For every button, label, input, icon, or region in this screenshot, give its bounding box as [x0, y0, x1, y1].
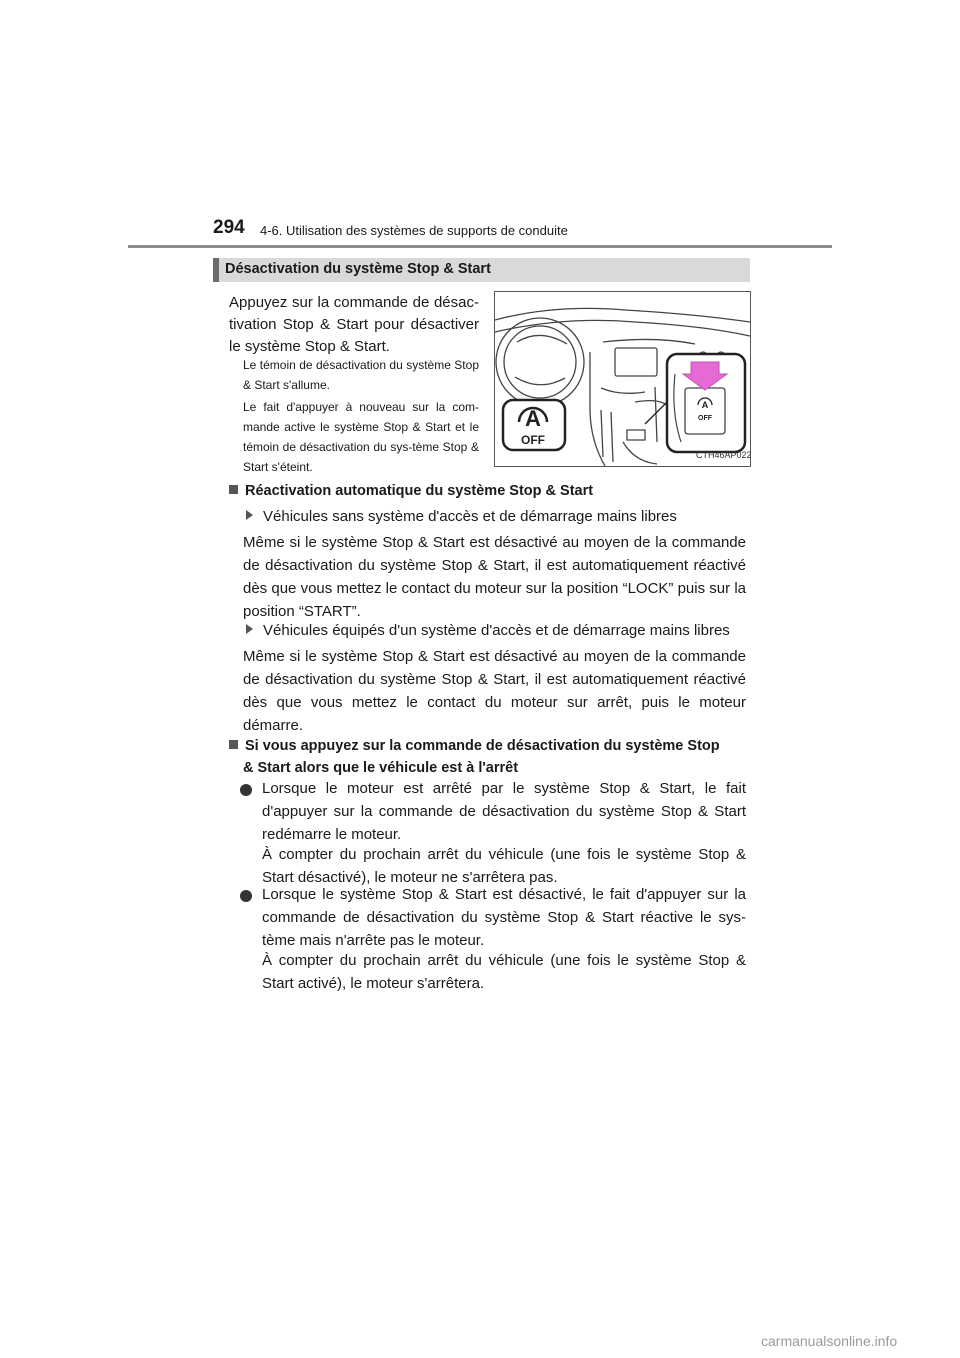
figure-code: CTH46AP022	[696, 450, 752, 460]
site-watermark: carmanualsonline.info	[761, 1333, 898, 1349]
chapter-title: 4-6. Utilisation des systèmes de supports de conduite	[260, 223, 568, 238]
case-text-no-smart-key: Même si le système Stop & Start est désactivé au moyen de la commande de désactivation du système Stop & Start, il est automatiquement réactivé dès que vous mettez le contact du moteur sur la position “LOCK” puis sur la position “START”.	[243, 534, 746, 620]
section-accent	[213, 258, 219, 282]
switch-label: OFF	[521, 433, 545, 447]
section-heading-bar	[213, 258, 750, 282]
dashboard-drawing	[495, 292, 750, 466]
detail-label: OFF	[698, 415, 712, 422]
switch-letter: A	[525, 406, 541, 431]
case-label-no-smart-key: Véhicules sans système d'accès et de démarrage mains libres	[246, 506, 677, 528]
switch-callout-left	[503, 400, 565, 450]
case-text-smart-key: Même si le système Stop & Start est désactivé au moyen de la commande de désactivation du système Stop & Start, il est automatiquement réactivé dès que vous mettez le contact du moteur sur arrêt, puis le moteur démarre.	[243, 648, 746, 734]
detail-letter: A	[701, 400, 709, 410]
heading-stopped-vehicle: Si vous appuyez sur la commande de désactivation du système Stop	[229, 735, 749, 757]
heading-stopped-vehicle-line2: & Start alors que le véhicule est à l'arrêt	[243, 760, 519, 776]
dashboard-illustration	[494, 291, 751, 467]
intro-note-2: Le fait d'appuyer à nouveau sur la com-mande active le système Stop & Start et le témoin de désactivation du sys-tème Stop & Start s'éteint.	[243, 400, 479, 474]
stopped-item-1a: Lorsque le moteur est arrêté par le système Stop & Start, le fait d'appuyer sur la commande de désactivation du système Stop & Start redémarre le moteur.	[262, 780, 746, 843]
stopped-item-1b: À compter du prochain arrêt du véhicule (une fois le système Stop & Start désactivé), le moteur ne s'arrêtera pas.	[262, 846, 746, 886]
dot-bullet-icon	[240, 784, 252, 796]
square-bullet-icon	[229, 740, 238, 749]
square-bullet-icon	[229, 485, 238, 494]
header-rule	[128, 245, 832, 248]
triangle-bullet-icon	[246, 510, 253, 520]
dot-bullet-icon	[240, 890, 252, 902]
intro-text: Appuyez sur la commande de désac-tivation Stop & Start pour désactiver le système Stop & Start.	[229, 294, 479, 355]
heading-auto-reactivation: Réactivation automatique du système Stop & Start	[229, 480, 749, 502]
intro-note-1: Le témoin de désactivation du système Stop & Start s'allume.	[243, 358, 479, 392]
case-label-smart-key: Véhicules équipés d'un système d'accès et de démarrage mains libres	[246, 620, 730, 642]
page-number: 294	[213, 217, 245, 238]
switch-callout-right	[667, 354, 745, 452]
stopped-item-2a: Lorsque le système Stop & Start est désactivé, le fait d'appuyer sur la commande de désactivation du système Stop & Start réactive le sys-tème mais n'arrête pas le moteur.	[262, 886, 746, 949]
section-title: Désactivation du système Stop & Start	[225, 261, 491, 277]
triangle-bullet-icon	[246, 624, 253, 634]
stopped-item-2b: À compter du prochain arrêt du véhicule (une fois le système Stop & Start activé), le moteur s'arrêtera.	[262, 952, 746, 992]
